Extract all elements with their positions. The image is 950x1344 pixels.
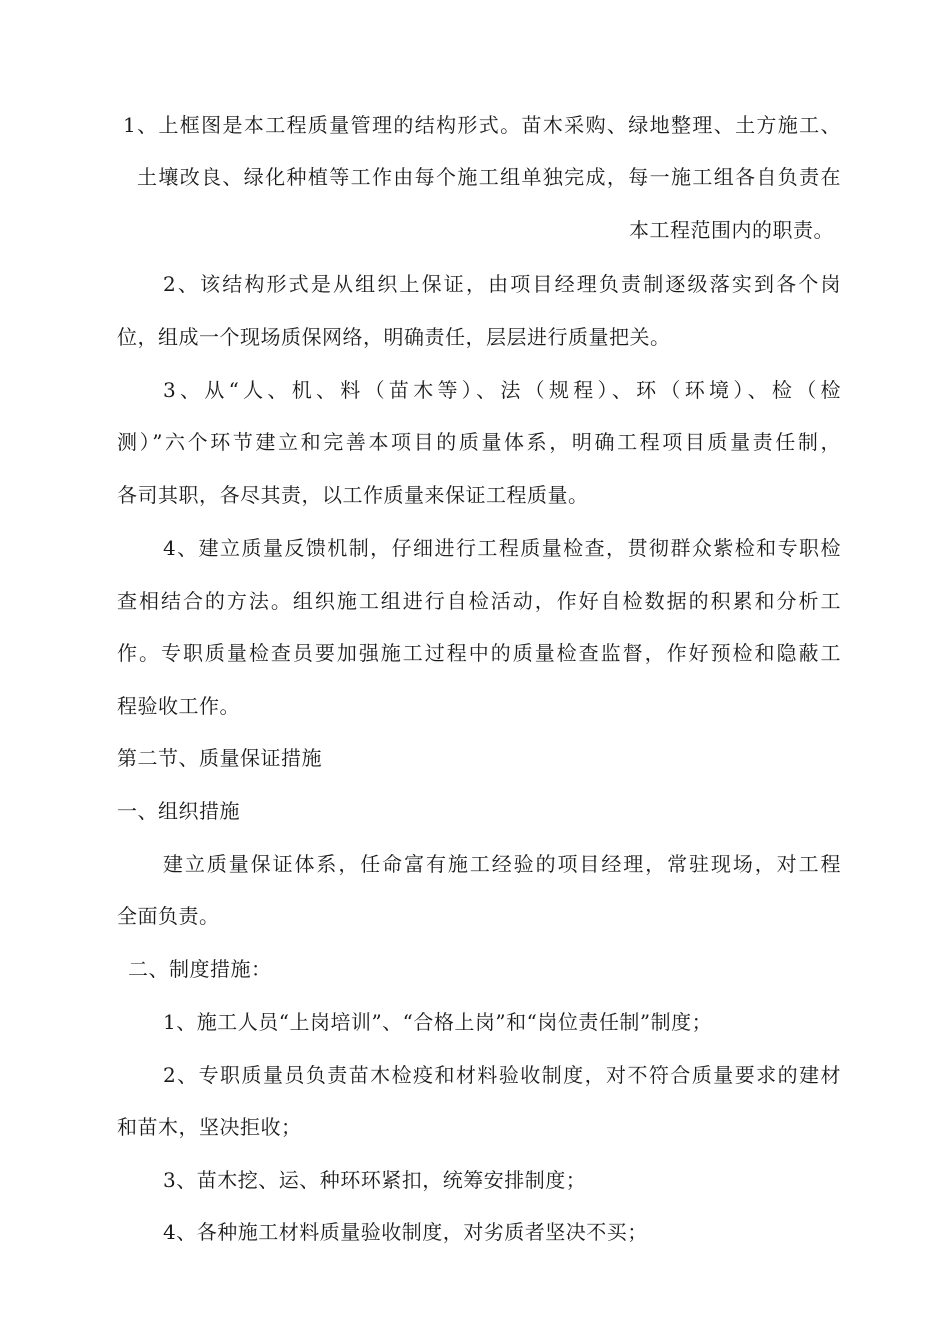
org-body-line-2: 全面负责。: [117, 904, 220, 928]
system-item-3: 3、苗木挖、运、种环环紧扣，统筹安排制度；: [163, 1168, 587, 1192]
paragraph-1-line-3: 本工程范围内的职责。: [629, 218, 834, 242]
system-item-2-line-1: 2、专职质量员负责苗木检疫和材料验收制度，对不符合质量要求的建材: [163, 1063, 841, 1087]
paragraph-4-line-4: 程验收工作。: [117, 694, 240, 718]
paragraph-3-line-1: 3、从“人、机、料（苗木等）、法（规程）、环（环境）、检（检: [163, 378, 841, 402]
section-heading: 第二节、质量保证措施: [117, 746, 322, 770]
system-item-4: 4、各种施工材料质量验收制度，对劣质者坚决不买；: [163, 1220, 648, 1244]
paragraph-4-line-1: 4、建立质量反馈机制，仔细进行工程质量检查，贯彻群众紫检和专职检: [163, 536, 841, 560]
paragraph-1-line-2: 土壤改良、绿化种植等工作由每个施工组单独完成，每一施工组各自负责在: [137, 165, 841, 189]
org-heading: 一、组织措施: [117, 799, 240, 823]
paragraph-3-line-3: 各司其职，各尽其责，以工作质量来保证工程质量。: [117, 483, 589, 507]
paragraph-2-line-1: 2、该结构形式是从组织上保证，由项目经理负责制逐级落实到各个岗: [163, 272, 841, 296]
paragraph-4-line-3: 作。专职质量检查员要加强施工过程中的质量检查监督，作好预检和隐蔽工: [117, 641, 841, 665]
system-heading: 二、制度措施：: [128, 957, 272, 981]
paragraph-2-line-2: 位，组成一个现场质保网络，明确责任，层层进行质量把关。: [117, 325, 671, 349]
paragraph-4-line-2: 查相结合的方法。组织施工组进行自检活动，作好自检数据的积累和分析工: [117, 589, 841, 613]
system-item-1: 1、施工人员“上岗培训”、“合格上岗”和“岗位责任制”制度；: [163, 1010, 713, 1034]
system-item-2-line-2: 和苗木，坚决拒收；: [117, 1115, 302, 1139]
paragraph-3-line-2: 测）”六个环节建立和完善本项目的质量体系，明确工程项目质量责任制，: [117, 430, 841, 454]
paragraph-1-line-1: 1、上框图是本工程质量管理的结构形式。苗木采购、绿地整理、土方施工、: [123, 113, 841, 137]
org-body-line-1: 建立质量保证体系，任命富有施工经验的项目经理，常驻现场，对工程: [163, 852, 841, 876]
